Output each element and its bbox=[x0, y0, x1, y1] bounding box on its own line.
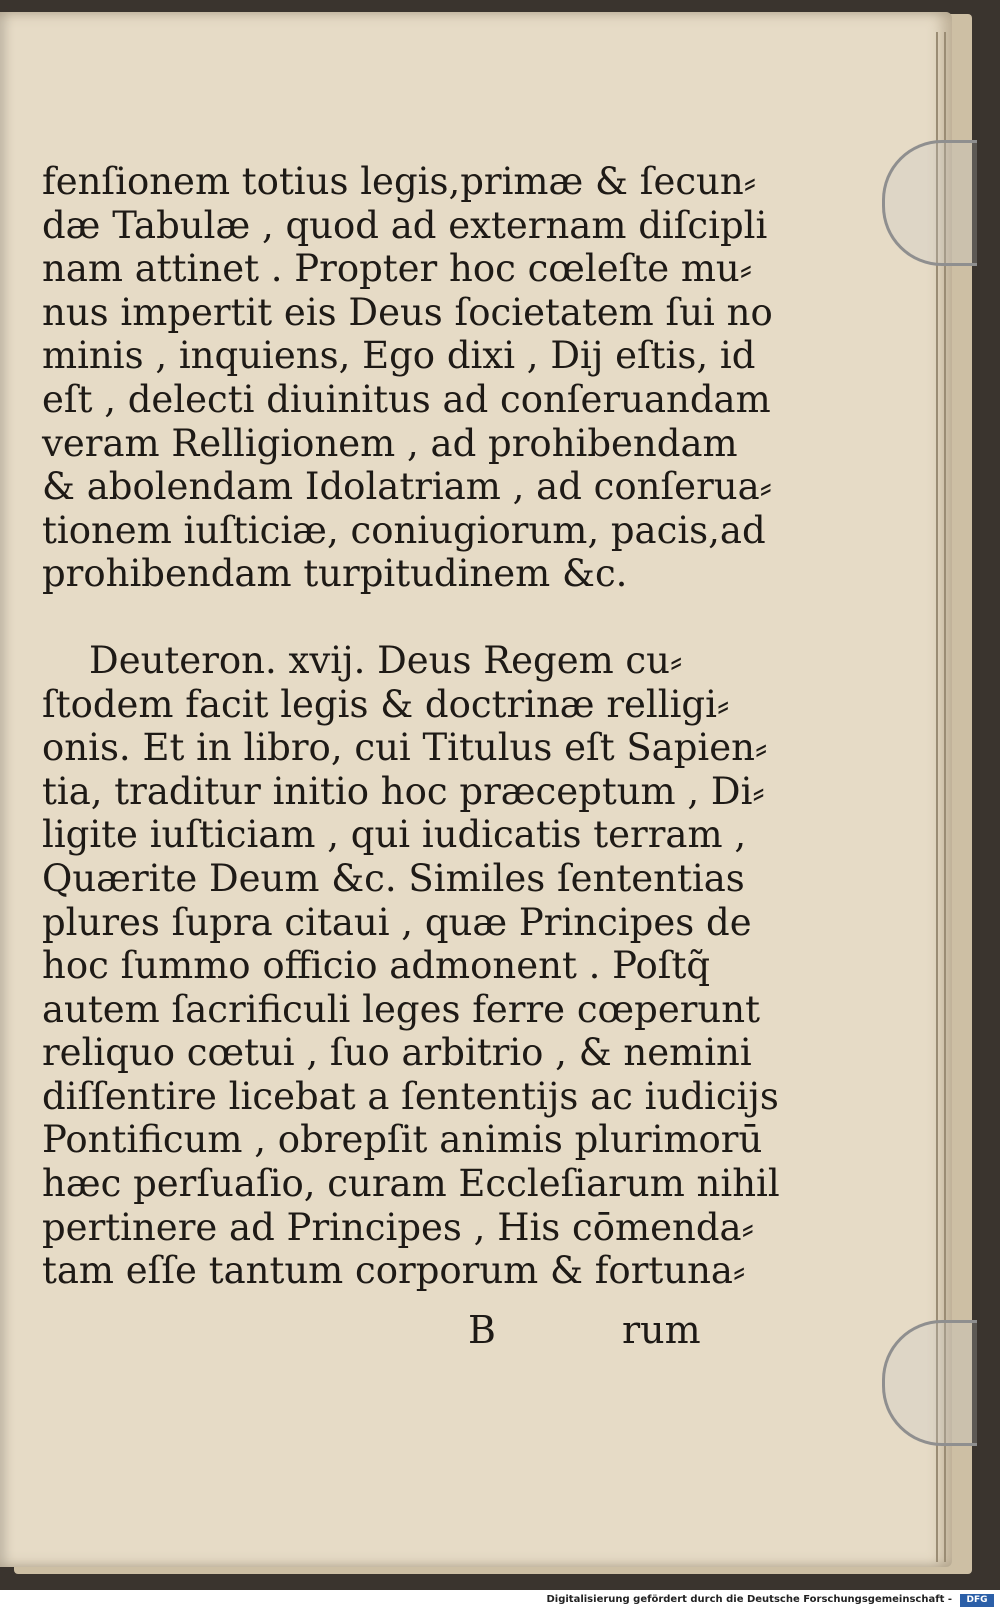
signature-mark: B bbox=[468, 1308, 496, 1352]
paragraph-1 bbox=[42, 160, 773, 596]
text-line: minis , inquiens, Ego dixi , Dij eſtis, id bbox=[42, 334, 756, 378]
text-line: ſtodem facit legis & doctrinæ relligi⸗ bbox=[42, 682, 730, 726]
text-line: nus impertit eis Deus ſocietatem ſui no bbox=[42, 290, 773, 334]
text-line: prohibendam turpitudinem &c. bbox=[42, 552, 628, 596]
text-line: eſt , delecti diuinitus ad conſeruandam bbox=[42, 377, 771, 421]
footer-credit: Digitalisierung gefördert durch die Deutsche Forschungsgemeinschaft - bbox=[546, 1594, 952, 1605]
text-line: onis. Et in libro, cui Titulus eſt Sapien⸗ bbox=[42, 726, 768, 770]
text-line: hæc perſuaſio, curam Eccleſiarum nihil bbox=[42, 1162, 780, 1206]
text-line: hoc ſummo officio admonent . Poſtq̃ bbox=[42, 944, 711, 988]
catchword: rum bbox=[622, 1308, 701, 1352]
text-line: Deuteron. xvij. Deus Regem cu⸗ bbox=[42, 638, 683, 682]
text-line: pertinere ad Principes , His cōmenda⸗ bbox=[42, 1205, 754, 1249]
text-line: plures ſupra citaui , quæ Principes de bbox=[42, 900, 752, 944]
text-line: veram Relligionem , ad prohibendam bbox=[42, 421, 738, 465]
text-line: autem ſacrificuli leges ferre cœperunt bbox=[42, 987, 760, 1031]
footer-bar bbox=[0, 1590, 1000, 1612]
text-line: dæ Tabulæ , quod ad externam diſcipli bbox=[42, 203, 768, 247]
text-line: Quærite Deum &c. Similes ſententias bbox=[42, 856, 745, 900]
text-line: tam eſſe tantum corporum & fortuna⸗ bbox=[42, 1249, 746, 1293]
text-line: & abolendam Idolatriam , ad conſerua⸗ bbox=[42, 465, 772, 509]
book-page bbox=[0, 12, 952, 1567]
text-line: fenſionem totius legis,primæ & ſecun⸗ bbox=[42, 160, 757, 203]
text-line: ligite iuſticiam , qui iudicatis terram , bbox=[42, 813, 747, 857]
page-text bbox=[42, 160, 780, 1293]
dfg-logo: DFG bbox=[960, 1594, 994, 1607]
text-line: tionem iuſticiæ, coniugiorum, pacis,ad bbox=[42, 508, 766, 552]
text-line: Pontificum , obrepſit animis plurimorū bbox=[42, 1118, 763, 1162]
text-line: diſſentire licebat a ſententijs ac iudicijs bbox=[42, 1074, 779, 1118]
text-line: reliquo cœtui , ſuo arbitrio , & nemini bbox=[42, 1031, 752, 1075]
text-line: nam attinet . Propter hoc cœleſte mu⸗ bbox=[42, 247, 753, 291]
text-line: tia, traditur initio hoc præceptum , Di⸗ bbox=[42, 769, 765, 813]
paragraph-2 bbox=[42, 638, 780, 1293]
